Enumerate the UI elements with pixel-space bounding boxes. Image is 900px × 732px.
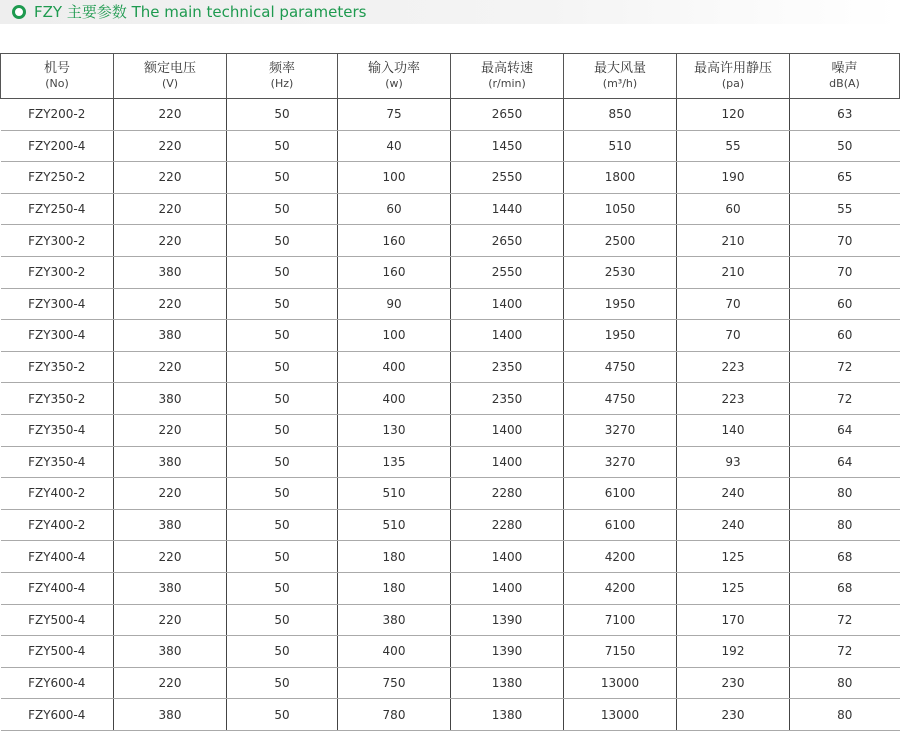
table-cell-power: 90 (338, 288, 451, 320)
table-cell-frequency: 50 (227, 414, 338, 446)
table-cell-frequency: 50 (227, 541, 338, 573)
table-cell-power: 160 (338, 256, 451, 288)
table-cell-noise: 80 (790, 509, 900, 541)
header-col-airflow (564, 54, 677, 99)
table-cell-power: 380 (338, 604, 451, 636)
header-row (1, 54, 900, 99)
header-label: 噪声 (831, 61, 858, 76)
header-label: 最高许用静压 (693, 61, 772, 76)
table-cell-model: FZY300-2 (1, 256, 114, 288)
table-cell-speed: 2350 (451, 383, 564, 415)
table-row (1, 256, 900, 288)
table-cell-power: 40 (338, 130, 451, 162)
table-cell-frequency: 50 (227, 699, 338, 731)
table-cell-speed: 1400 (451, 541, 564, 573)
table-cell-speed: 1400 (451, 446, 564, 478)
header-col-speed (451, 54, 564, 99)
table-cell-pressure: 210 (677, 256, 790, 288)
table-cell-airflow: 7100 (564, 604, 677, 636)
table-cell-noise: 70 (790, 225, 900, 257)
table-cell-noise: 65 (790, 162, 900, 194)
table-cell-airflow: 1950 (564, 320, 677, 352)
table-cell-power: 400 (338, 383, 451, 415)
table-cell-pressure: 230 (677, 667, 790, 699)
circle-icon (12, 5, 26, 19)
table-row (1, 572, 900, 604)
table-cell-noise: 55 (790, 193, 900, 225)
table-cell-pressure: 120 (677, 99, 790, 131)
table-cell-noise: 72 (790, 636, 900, 668)
header-unit: (Hz) (270, 77, 294, 90)
table-cell-frequency: 50 (227, 351, 338, 383)
table-cell-pressure: 70 (677, 288, 790, 320)
table-cell-frequency: 50 (227, 636, 338, 668)
table-cell-speed: 1400 (451, 414, 564, 446)
table-cell-speed: 1390 (451, 636, 564, 668)
table-cell-power: 100 (338, 162, 451, 194)
table-cell-voltage: 220 (114, 478, 227, 510)
table-cell-voltage: 220 (114, 99, 227, 131)
table-cell-power: 60 (338, 193, 451, 225)
table-cell-frequency: 50 (227, 288, 338, 320)
table-cell-frequency: 50 (227, 667, 338, 699)
table-cell-airflow: 2530 (564, 256, 677, 288)
table-cell-noise: 80 (790, 699, 900, 731)
header-unit: (r/min) (488, 77, 526, 90)
table-row (1, 541, 900, 573)
table-cell-model: FZY350-4 (1, 414, 114, 446)
table-cell-speed: 1440 (451, 193, 564, 225)
table-cell-power: 100 (338, 320, 451, 352)
header-col-noise (790, 54, 900, 99)
table-cell-frequency: 50 (227, 446, 338, 478)
parameters-table (0, 53, 900, 731)
table-cell-voltage: 380 (114, 699, 227, 731)
header-unit: (No) (45, 77, 69, 90)
table-row (1, 99, 900, 131)
table-cell-noise: 50 (790, 130, 900, 162)
table-cell-model: FZY500-4 (1, 604, 114, 636)
table-row (1, 699, 900, 731)
table-cell-noise: 64 (790, 414, 900, 446)
table-row (1, 193, 900, 225)
table-cell-noise: 68 (790, 541, 900, 573)
table-cell-model: FZY600-4 (1, 667, 114, 699)
table-cell-speed: 1400 (451, 320, 564, 352)
table-cell-noise: 72 (790, 351, 900, 383)
table-cell-noise: 80 (790, 667, 900, 699)
table-cell-pressure: 93 (677, 446, 790, 478)
table-cell-voltage: 380 (114, 320, 227, 352)
table-cell-frequency: 50 (227, 256, 338, 288)
table-cell-pressure: 140 (677, 414, 790, 446)
table-row (1, 414, 900, 446)
table-cell-power: 510 (338, 509, 451, 541)
table-cell-pressure: 240 (677, 478, 790, 510)
table-cell-frequency: 50 (227, 509, 338, 541)
table-cell-speed: 2650 (451, 225, 564, 257)
section-title: FZY 主要参数 The main technical parameters (34, 3, 367, 21)
table-cell-model: FZY350-2 (1, 383, 114, 415)
table-cell-model: FZY500-4 (1, 636, 114, 668)
table-row (1, 509, 900, 541)
table-cell-pressure: 230 (677, 699, 790, 731)
table-cell-noise: 80 (790, 478, 900, 510)
header-unit: (V) (161, 77, 179, 90)
table-cell-power: 750 (338, 667, 451, 699)
table-cell-speed: 1380 (451, 699, 564, 731)
section-header (0, 0, 900, 24)
table-cell-frequency: 50 (227, 162, 338, 194)
table-cell-pressure: 125 (677, 572, 790, 604)
header-label: 最高转速 (480, 61, 533, 76)
table-cell-airflow: 6100 (564, 478, 677, 510)
table-cell-voltage: 220 (114, 351, 227, 383)
table-cell-airflow: 13000 (564, 667, 677, 699)
table-cell-voltage: 380 (114, 572, 227, 604)
table-cell-frequency: 50 (227, 99, 338, 131)
table-cell-power: 135 (338, 446, 451, 478)
table-cell-model: FZY200-2 (1, 99, 114, 131)
table-cell-frequency: 50 (227, 478, 338, 510)
header-label: 额定电压 (143, 61, 196, 76)
table-cell-noise: 63 (790, 99, 900, 131)
table-row (1, 667, 900, 699)
table-cell-voltage: 380 (114, 636, 227, 668)
table-cell-pressure: 223 (677, 351, 790, 383)
table-cell-airflow: 13000 (564, 699, 677, 731)
table-cell-voltage: 380 (114, 383, 227, 415)
table-cell-voltage: 220 (114, 414, 227, 446)
table-cell-pressure: 240 (677, 509, 790, 541)
table-cell-airflow: 4200 (564, 541, 677, 573)
table-cell-airflow: 850 (564, 99, 677, 131)
table-cell-frequency: 50 (227, 130, 338, 162)
table-cell-voltage: 220 (114, 541, 227, 573)
table-cell-pressure: 210 (677, 225, 790, 257)
table-row (1, 351, 900, 383)
table-cell-voltage: 220 (114, 225, 227, 257)
header-col-frequency (227, 54, 338, 99)
table-cell-pressure: 170 (677, 604, 790, 636)
table-cell-noise: 64 (790, 446, 900, 478)
table-row (1, 320, 900, 352)
table-cell-power: 400 (338, 636, 451, 668)
table-cell-power: 780 (338, 699, 451, 731)
table-row (1, 162, 900, 194)
table-cell-speed: 2650 (451, 99, 564, 131)
header-label: 最大风量 (593, 61, 646, 76)
table-cell-speed: 1400 (451, 572, 564, 604)
table-cell-speed: 2550 (451, 256, 564, 288)
header-label: 频率 (268, 61, 295, 76)
table-cell-pressure: 60 (677, 193, 790, 225)
table-cell-model: FZY250-2 (1, 162, 114, 194)
table-cell-airflow: 1050 (564, 193, 677, 225)
table-cell-frequency: 50 (227, 193, 338, 225)
table-body (1, 99, 900, 731)
parameters-table-container (0, 53, 900, 731)
table-cell-frequency: 50 (227, 320, 338, 352)
table-cell-model: FZY400-2 (1, 478, 114, 510)
table-cell-pressure: 223 (677, 383, 790, 415)
table-cell-voltage: 220 (114, 193, 227, 225)
table-cell-voltage: 380 (114, 446, 227, 478)
table-cell-frequency: 50 (227, 383, 338, 415)
header-unit: dB(A) (829, 77, 860, 90)
table-cell-frequency: 50 (227, 225, 338, 257)
header-unit: (w) (385, 77, 403, 90)
table-cell-model: FZY200-4 (1, 130, 114, 162)
table-cell-voltage: 220 (114, 288, 227, 320)
table-cell-model: FZY350-2 (1, 351, 114, 383)
header-unit: (m³/h) (602, 77, 638, 90)
table-cell-airflow: 4200 (564, 572, 677, 604)
header-unit: (pa) (721, 77, 745, 90)
table-cell-power: 510 (338, 478, 451, 510)
table-cell-airflow: 7150 (564, 636, 677, 668)
table-row (1, 636, 900, 668)
table-row (1, 478, 900, 510)
table-cell-power: 180 (338, 541, 451, 573)
table-cell-power: 400 (338, 351, 451, 383)
table-cell-voltage: 220 (114, 667, 227, 699)
table-cell-model: FZY300-4 (1, 288, 114, 320)
table-cell-pressure: 70 (677, 320, 790, 352)
header-col-pressure (677, 54, 790, 99)
table-header (1, 54, 900, 99)
table-cell-speed: 2280 (451, 478, 564, 510)
header-col-voltage (114, 54, 227, 99)
table-cell-power: 180 (338, 572, 451, 604)
table-cell-airflow: 3270 (564, 414, 677, 446)
table-cell-voltage: 220 (114, 604, 227, 636)
table-cell-power: 130 (338, 414, 451, 446)
table-cell-airflow: 4750 (564, 351, 677, 383)
table-cell-speed: 1450 (451, 130, 564, 162)
table-cell-airflow: 1950 (564, 288, 677, 320)
table-row (1, 225, 900, 257)
table-cell-noise: 72 (790, 604, 900, 636)
table-cell-pressure: 55 (677, 130, 790, 162)
table-row (1, 446, 900, 478)
table-cell-model: FZY300-4 (1, 320, 114, 352)
table-cell-model: FZY350-4 (1, 446, 114, 478)
table-cell-airflow: 3270 (564, 446, 677, 478)
table-cell-speed: 2350 (451, 351, 564, 383)
table-cell-noise: 68 (790, 572, 900, 604)
table-cell-airflow: 510 (564, 130, 677, 162)
table-row (1, 604, 900, 636)
header-label: 输入功率 (367, 61, 420, 76)
table-cell-noise: 70 (790, 256, 900, 288)
table-cell-voltage: 220 (114, 162, 227, 194)
table-cell-frequency: 50 (227, 572, 338, 604)
table-cell-pressure: 190 (677, 162, 790, 194)
table-row (1, 130, 900, 162)
table-cell-model: FZY600-4 (1, 699, 114, 731)
table-cell-airflow: 2500 (564, 225, 677, 257)
table-cell-airflow: 6100 (564, 509, 677, 541)
header-col-model (1, 54, 114, 99)
table-row (1, 383, 900, 415)
table-cell-noise: 60 (790, 320, 900, 352)
table-cell-noise: 60 (790, 288, 900, 320)
table-cell-power: 75 (338, 99, 451, 131)
table-cell-speed: 2280 (451, 509, 564, 541)
table-cell-power: 160 (338, 225, 451, 257)
table-cell-model: FZY400-4 (1, 572, 114, 604)
table-cell-voltage: 220 (114, 130, 227, 162)
table-cell-noise: 72 (790, 383, 900, 415)
table-cell-model: FZY400-2 (1, 509, 114, 541)
table-row (1, 288, 900, 320)
table-cell-pressure: 125 (677, 541, 790, 573)
table-cell-voltage: 380 (114, 509, 227, 541)
table-cell-airflow: 4750 (564, 383, 677, 415)
header-label: 机号 (43, 61, 70, 76)
table-cell-speed: 1390 (451, 604, 564, 636)
table-cell-voltage: 380 (114, 256, 227, 288)
table-cell-airflow: 1800 (564, 162, 677, 194)
table-cell-speed: 1400 (451, 288, 564, 320)
table-cell-model: FZY300-2 (1, 225, 114, 257)
table-cell-pressure: 192 (677, 636, 790, 668)
table-cell-model: FZY400-4 (1, 541, 114, 573)
table-cell-frequency: 50 (227, 604, 338, 636)
table-cell-speed: 1380 (451, 667, 564, 699)
table-cell-speed: 2550 (451, 162, 564, 194)
header-col-power (338, 54, 451, 99)
table-cell-model: FZY250-4 (1, 193, 114, 225)
